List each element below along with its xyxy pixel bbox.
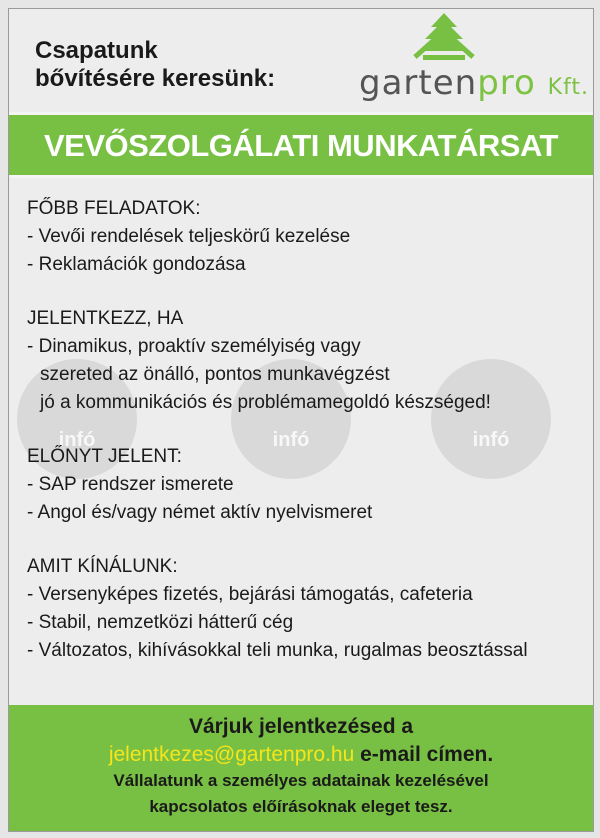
footer-line-3: Vállalatunk a személyes adatainak kezelésével xyxy=(113,771,489,790)
logo-part-garten: garten xyxy=(359,63,478,103)
logo-part-kft: Kft. xyxy=(547,75,590,100)
logo-wordmark xyxy=(359,63,589,103)
footer-email-suffix: e-mail címen. xyxy=(354,743,494,766)
section-title: AMIT KÍNÁLUNK: xyxy=(27,556,178,577)
house-tree-icon xyxy=(409,11,479,67)
job-ad-poster xyxy=(8,8,594,832)
list-item: - Angol és/vagy német aktív nyelvismeret xyxy=(27,502,373,523)
content xyxy=(27,195,587,691)
header-line-1: Csapatunk xyxy=(35,37,158,64)
section-title: JELENTKEZZ, HA xyxy=(27,308,184,329)
job-title: VEVŐSZOLGÁLATI MUNKATÁRSAT xyxy=(44,128,558,163)
list-item: - Dinamikus, proaktív személyiség vagy xyxy=(27,336,361,357)
list-item: - Reklamációk gondozása xyxy=(27,254,246,275)
list-item: - SAP rendszer ismerete xyxy=(27,474,234,495)
list-item: jó a kommunikációs és problémamegoldó készséged! xyxy=(40,392,491,413)
footer-line-2 xyxy=(9,743,593,767)
section-advantages xyxy=(27,443,587,527)
footer-line-1: Várjuk jelentkezésed a xyxy=(188,715,414,738)
header xyxy=(9,9,593,109)
watermark-text: infó xyxy=(58,429,96,451)
footer xyxy=(9,705,593,831)
list-item: szereted az önálló, pontos munkavégzést xyxy=(40,364,390,385)
footer-line-4: kapcsolatos előírásoknak eleget tesz. xyxy=(149,797,453,816)
list-item: - Versenyképes fizetés, bejárási támogatás, cafeteria xyxy=(27,584,473,605)
logo-part-pro: pro xyxy=(477,63,536,103)
company-logo xyxy=(357,11,590,105)
watermark-text: infó xyxy=(272,429,310,451)
header-line-2: bővítésére keresünk: xyxy=(35,65,276,92)
title-band xyxy=(9,112,593,178)
section-offer xyxy=(27,553,587,665)
section-title: ELŐNYT JELENT: xyxy=(27,446,182,467)
list-item: - Stabil, nemzetközi hátterű cég xyxy=(27,612,294,633)
section-tasks xyxy=(27,195,587,279)
header-text xyxy=(35,37,275,93)
list-item: - Vevői rendelések teljeskörű kezelése xyxy=(27,226,351,247)
list-item: - Változatos, kihívásokkal teli munka, rugalmas beosztással xyxy=(27,640,528,661)
watermark-text: infó xyxy=(472,429,510,451)
email-link[interactable]: jelentkezes@gartenpro.hu xyxy=(108,743,355,766)
section-title: FŐBB FELADATOK: xyxy=(27,198,201,219)
section-requirements xyxy=(27,305,587,417)
